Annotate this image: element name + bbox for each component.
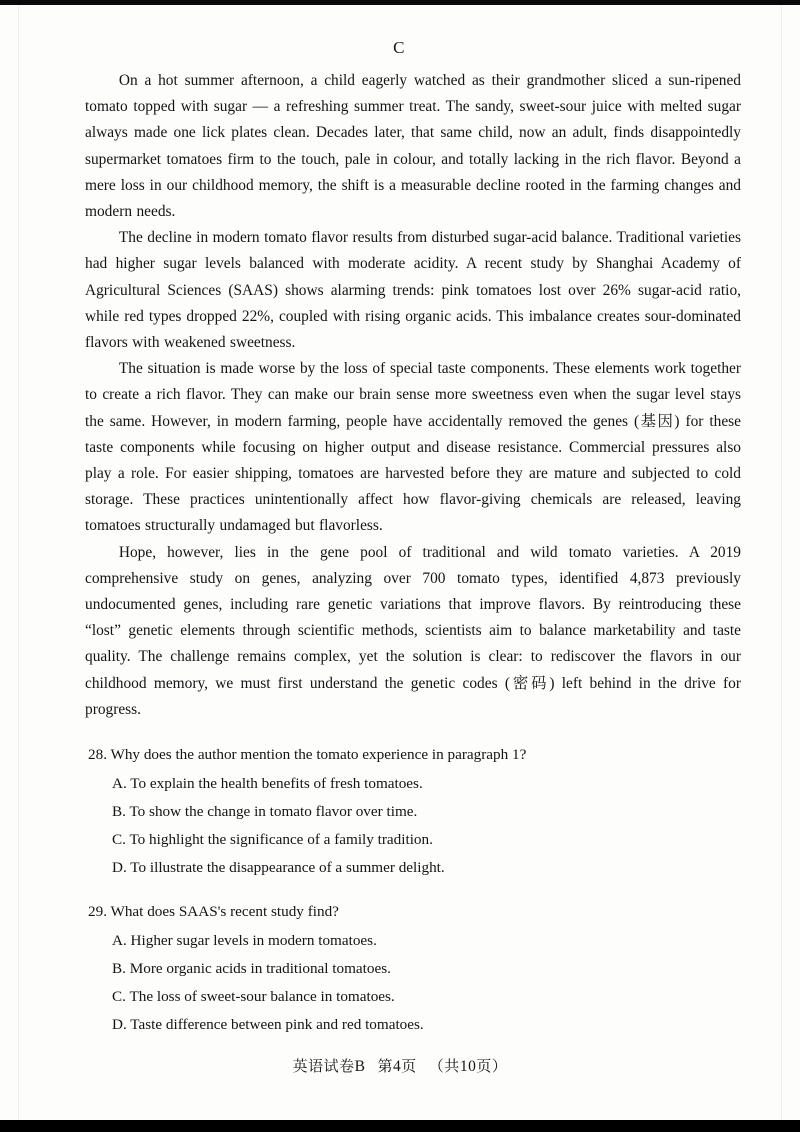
footer-total-open: （共 [428,1057,460,1075]
question-option-c[interactable]: C. To highlight the significance of a family tradition. [112,831,433,849]
page-footer [19,1055,781,1076]
question-option-b[interactable]: B. To show the change in tomato flavor over time. [112,803,418,821]
question-item [85,742,741,881]
section-heading: C [393,38,405,57]
footer-paper-version: B [354,1058,366,1075]
footer-page-suffix: 页 [401,1057,417,1075]
footer-page-prefix: 第 [377,1057,394,1075]
footer-total-close: 页） [476,1057,508,1075]
questions-section [85,742,741,1038]
question-option-a[interactable]: A. Higher sugar levels in modern tomatoes. [112,932,377,950]
page-content [85,38,741,1045]
footer-total-pages: 10 [459,1058,477,1075]
footer-exam-label: 英语试卷 [292,1057,355,1075]
passage-paragraph-3: The situation is made worse by the loss of special taste components. These elements work together to create a rich flavor. They can make our brain sense more sweetness even when the sugar level stays the same. However, in modern farming, people have accidentally removed the genes (基因) for these taste components while focusing on higher output and disease resistance. Commercial pressures also play a role. For easier shipping, tomatoes are harvested before they are mature and subjected to cold storage. These practices unintentionally affect how flavor-giving chemicals are released, leaving tomatoes structurally undamaged but flavorless. [85,360,741,535]
scan-artifact-right-edge [781,5,782,1120]
scan-artifact-bottom-band [0,1120,800,1132]
question-option-d[interactable]: D. To illustrate the disappearance of a summer delight. [112,859,445,877]
question-item [85,899,741,1038]
footer-page-number: 4 [393,1058,402,1075]
passage-paragraph-4: Hope, however, lies in the gene pool of traditional and wild tomato varieties. A 2019 comprehensive study on genes, analyzing over 700 tomato types, identified 4,873 previously undocumented genes, including rare genetic variations that improve flavors. By reintroducing these “lost” genetic elements through scientific methods, scientists aim to balance marketability and taste quality. The challenge remains complex, yet the solution is clear: to rediscover the flavors in our childhood memory, we must first understand the genetic codes (密码) left behind in the drive for progress. [85,543,741,718]
question-option-d[interactable]: D. Taste difference between pink and red tomatoes. [112,1016,424,1034]
question-stem: 29. What does SAAS's recent study find? [88,903,339,921]
question-spacer [85,888,741,899]
passage-paragraph-1: On a hot summer afternoon, a child eagerly watched as their grandmother sliced a sun-ripened tomato topped with sugar — a refreshing summer treat. The sandy, sweet-sour juice with melted sugar always made one lick plates clean. Decades later, that same child, now an adult, finds disappointedly supermarket tomatoes firm to the touch, pale in colour, and totally lacking in the rich flavor. Beyond a mere loss in our childhood memory, the shift is a measurable decline rooted in the farming changes and modern needs. [85,72,741,221]
question-option-b[interactable]: B. More organic acids in traditional tomatoes. [112,960,391,978]
question-stem: 28. Why does the author mention the tomato experience in paragraph 1? [88,746,527,764]
paper-sheet [19,5,781,1120]
question-option-c[interactable]: C. The loss of sweet-sour balance in tomatoes. [112,988,395,1006]
question-option-a[interactable]: A. To explain the health benefits of fresh tomatoes. [112,775,423,793]
passage-paragraph-2: The decline in modern tomato flavor results from disturbed sugar-acid balance. Traditional varieties had higher sugar levels balanced with moderate acidity. A recent study by Shanghai Academy of Agricultural Sciences (SAAS) shows alarming trends: pink tomatoes lost over 26% sugar-acid ratio, while red types dropped 22%, coupled with rising organic acids. This imbalance creates sour-dominated flavors with weakened sweetness. [85,229,741,352]
